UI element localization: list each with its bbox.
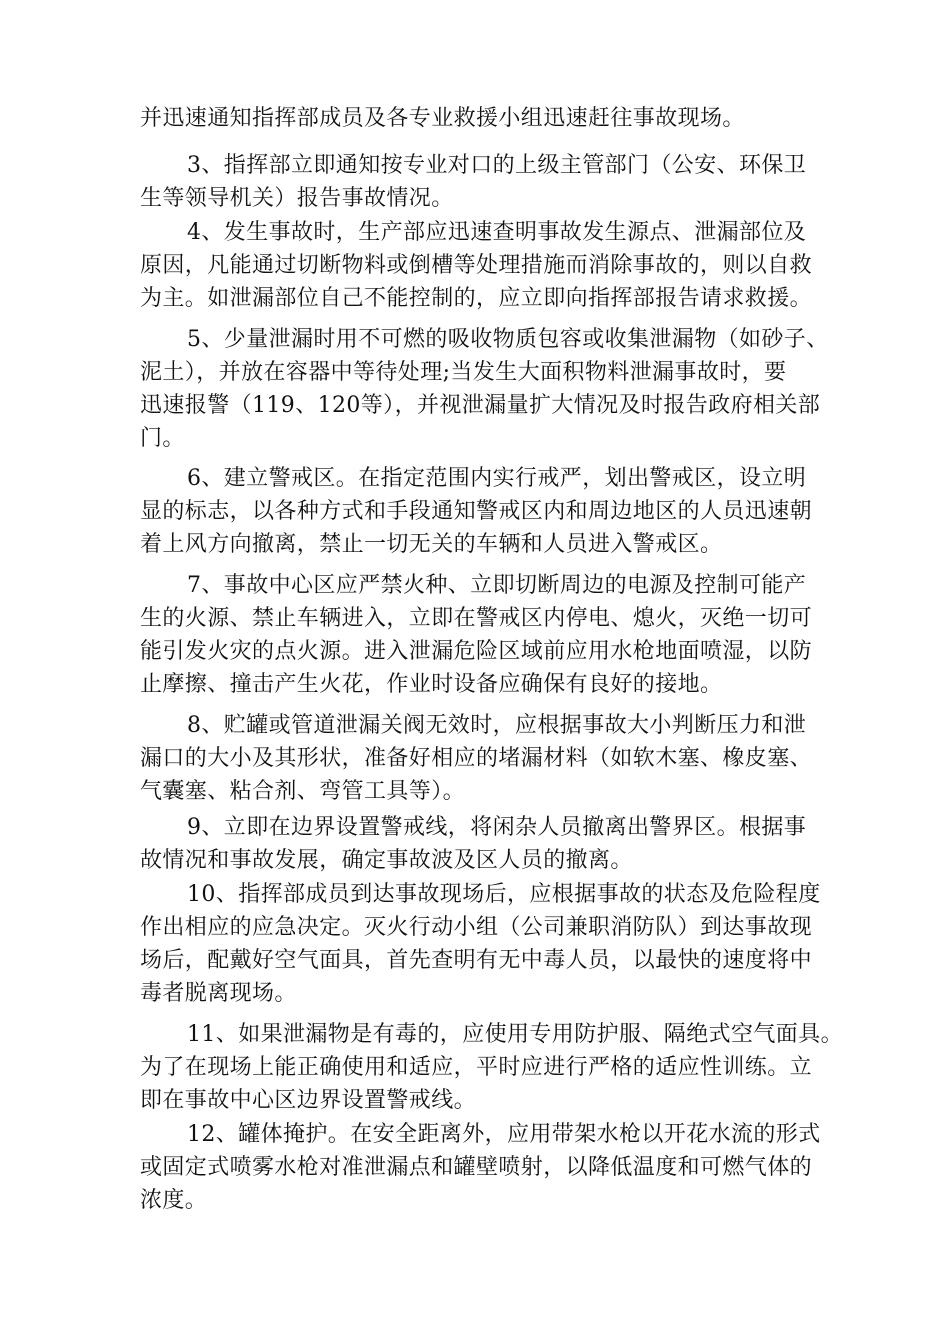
paragraph-line: 为了在现场上能正确使用和适应，平时应进行严格的适应性训练。立	[140, 1055, 813, 1080]
paragraph-line: 3、指挥部立即通知按专业对口的上级主管部门（公安、环保卫	[187, 153, 807, 178]
paragraph-line: 原因，凡能通过切断物料或倒槽等处理措施而消除事故的，则以自救	[140, 253, 813, 278]
paragraph-line: 10、指挥部成员到达事故现场后，应根据事故的状态及危险程度	[187, 882, 821, 907]
paragraph-line: 毒者脱离现场。	[140, 981, 297, 1006]
paragraph-line: 生的火源、禁止车辆进入，立即在警戒区内停电、熄火，灭绝一切可	[140, 606, 813, 631]
paragraph-line: 泥土），并放在容器中等待处理;当发生大面积物料泄漏事故时，要	[140, 360, 787, 385]
paragraph-line: 浓度。	[140, 1188, 208, 1213]
paragraph-line: 4、发生事故时，生产部应迅速查明事故发生源点、泄漏部位及	[187, 220, 807, 245]
paragraph-line: 并迅速通知指挥部成员及各专业救援小组迅速赶往事故现场。	[140, 106, 745, 131]
paragraph-line: 即在事故中心区边界设置警戒线。	[140, 1088, 477, 1113]
paragraph-line: 作出相应的应急决定。灭火行动小组（公司兼职消防队）到达事故现	[140, 915, 813, 940]
paragraph-line: 11、如果泄漏物是有毒的，应使用专用防护服、隔绝式空气面具。	[187, 1022, 843, 1047]
paragraph-line: 12、罐体掩护。在安全距离外，应用带架水枪以开花水流的形式	[187, 1122, 821, 1147]
paragraph-line: 5、少量泄漏时用不可燃的吸收物质包容或收集泄漏物（如砂子、	[187, 327, 829, 352]
paragraph-line: 生等领导机关）报告事故情况。	[140, 186, 454, 211]
paragraph-line: 显的标志，以各种方式和手段通知警戒区内和周边地区的人员迅速朝	[140, 499, 813, 524]
paragraph-line: 故情况和事故发展，确定事故波及区人员的撤离。	[140, 848, 633, 873]
paragraph-line: 6、建立警戒区。在指定范围内实行戒严，划出警戒区，设立明	[187, 466, 807, 491]
paragraph-line: 7、事故中心区应严禁火种、立即切断周边的电源及控制可能产	[187, 573, 807, 598]
paragraph-line: 9、立即在边界设置警戒线，将闲杂人员撤离出警界区。根据事	[187, 815, 807, 840]
paragraph-line: 止摩擦、撞击产生火花，作业时设备应确保有良好的接地。	[140, 672, 723, 697]
paragraph-line: 或固定式喷雾水枪对准泄漏点和罐壁喷射，以降低温度和可燃气体的	[140, 1155, 813, 1180]
paragraph-line: 能引发火灾的点火源。进入泄漏危险区域前应用水枪地面喷湿，以防	[140, 639, 813, 664]
paragraph-line: 着上风方向撤离，禁止一切无关的车辆和人员进入警戒区。	[140, 532, 723, 557]
paragraph-line: 漏口的大小及其形状，准备好相应的堵漏材料（如软木塞、橡皮塞、	[140, 746, 813, 771]
paragraph-line: 门。	[140, 426, 185, 451]
paragraph-line: 场后，配戴好空气面具，首先查明有无中毒人员，以最快的速度将中	[140, 948, 813, 973]
paragraph-line: 迅速报警（119、120等），并视泄漏量扩大情况及时报告政府相关部	[140, 393, 821, 418]
paragraph-line: 气囊塞、粘合剂、弯管工具等）。	[140, 779, 466, 804]
paragraph-line: 8、贮罐或管道泄漏关阀无效时，应根据事故大小判断压力和泄	[187, 713, 807, 738]
paragraph-line: 为主。如泄漏部位自己不能控制的，应立即向指挥部报告请求救援。	[140, 286, 813, 311]
